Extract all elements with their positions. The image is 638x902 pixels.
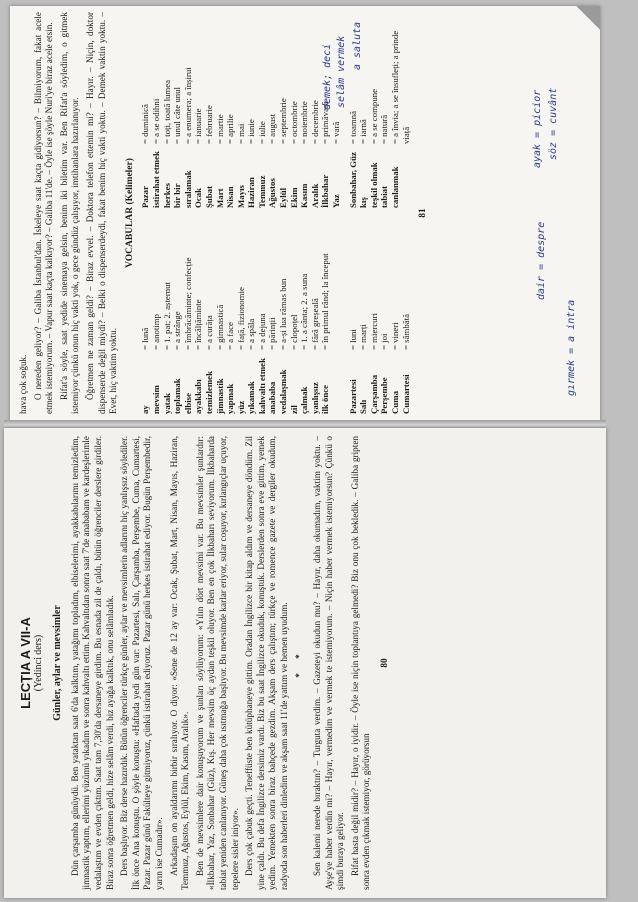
vocabulary-row xyxy=(278,12,289,208)
vocabulary-word: zil xyxy=(288,405,299,414)
vocabulary-meaning: = a-și lua rămas bun xyxy=(278,278,289,350)
vocabulary-word: Pazar xyxy=(140,186,151,208)
vocabulary-word: Cuma xyxy=(390,391,400,414)
vocabulary-word: yıkamak xyxy=(246,381,257,414)
page-number: 81 xyxy=(417,208,428,218)
vocabulary-word: çalmak xyxy=(299,386,310,414)
vocabulary-row xyxy=(193,12,204,208)
vocabulary-row xyxy=(289,218,300,414)
paragraph: Dün çarşamba günüydü. Ben yataktan saat 6'da kalktım, yatağımı topladım, elbiselerimi, ayakkabılarımı temizledim, jimnastik yaptım, ellerimi yüzümü yıkadım ve sonra kahvaltı ettim. Kahvaltıdan sonra saat 7'de anababam ve kardeşlerimle vedalaştım ve evden çıktım. Saat tam 7,30'da dersaneye girdim. Bu esnada zil de çaldı, bütün öğrenciler derslere girdiler. Biraz sonra öğretmen geldi, hize selâm verdi, biz ayağa kalktık, onu selâmladık. xyxy=(69,435,115,890)
vocabulary-row xyxy=(246,218,257,414)
dialogue-paragraph: Rifat hasta değil midir? – Hayır, o iyidir. – Öyle ise niçin toplantıya gelmedi? Biz onu çok bekledik. – Galiba gripten sonra evden çıkmak istemiyor, görüyorsun xyxy=(349,436,372,890)
vocabulary-word: İlkbahar xyxy=(320,174,331,208)
vocabulary-meaning: = a se odihni xyxy=(150,98,161,144)
vocabulary-word: istirahat etmek xyxy=(150,151,161,208)
vocabulary-row xyxy=(278,218,289,414)
vocabulary-word: herkes xyxy=(161,183,172,208)
vocabulary-column xyxy=(348,218,412,414)
vocabulary-row xyxy=(204,218,215,414)
vocabulary-meaning: = miercuri xyxy=(368,313,379,350)
vocabulary-row xyxy=(172,218,183,414)
vocabulary-word: vedalaşmak xyxy=(278,369,289,414)
vocabulary-word: Ekim xyxy=(288,187,299,208)
vocabulary-word: Aralık xyxy=(309,183,320,208)
vocabulary-meaning: = natură xyxy=(379,114,390,144)
vocabulary-word: mevsim xyxy=(150,385,161,414)
vocabulary-column xyxy=(140,12,341,208)
paragraph: Rifat'a söyle, saat yedide sinemaya gelsin, benim iki biletim var. Ben Rifat'a söyledim, o gitmek istemiyor çünkü onun hiç vakti yok, o gece gündüz çalışıyor, imtihanlara hazırlanıyor. xyxy=(58,12,81,414)
vocabulary-row xyxy=(257,218,268,414)
vocabulary-meaning: = vară xyxy=(331,121,342,144)
vocabulary-word: tabiat xyxy=(379,186,390,208)
vocabulary-word: yapmak xyxy=(225,383,236,414)
vocabulary-word: Ağustos xyxy=(267,178,278,208)
vocabulary-word: kahvaltı etmek xyxy=(256,358,267,414)
paragraph: Öğretmen ne zaman geldi? – Biraz evvel. – Doktora telefon ettemin mi? – Hayır. – Niçin, doktor dispenserde değil miydi? – Belki o dispenserdeydi, fakat benim hiç vakti yoktu. – Demek vaktin yoktu. – Evet, hiç vaktim yoktu. xyxy=(84,12,119,414)
vocabulary-meaning: = lună xyxy=(140,327,151,350)
vocabulary-row xyxy=(183,218,194,414)
vocabulary-word: yanlışsız xyxy=(309,382,320,414)
vocabulary-row xyxy=(299,12,310,208)
vocabulary-word: Mart xyxy=(214,188,225,208)
vocabulary-meaning: = îmbrăcăminte; confecție xyxy=(182,257,193,350)
vocabulary-word: Perşembe xyxy=(379,377,390,414)
vocabulary-meaning: = joi xyxy=(379,333,390,350)
lesson-subtitle: (Yedinci ders) xyxy=(32,634,44,692)
vocabulary-row xyxy=(140,218,151,414)
vocabulary-word: Çarşamba xyxy=(368,374,379,414)
vocabulary-word: kış xyxy=(358,197,369,208)
handwritten-note: ayak = picior xyxy=(532,89,543,168)
vocabulary-meaning: = februarie xyxy=(203,105,214,144)
vocabulary-meaning: = aprilie xyxy=(225,114,236,144)
vocabulary-word: yatak xyxy=(161,392,172,414)
section-divider: * * xyxy=(294,648,305,678)
vocabulary-word: Ocak xyxy=(193,187,204,208)
vocabulary-meaning: = a învia; a se însufleți; a prinde viață xyxy=(390,30,411,144)
vocabulary-row xyxy=(267,218,278,414)
paragraph: Ders başlıyor. Biz derse hazırdık. Bütün öğrenciler türkçe günler, aylar ve mevsimlerin adlarını hiç yanlışsız söylediler. İlk önce Ana konuştu. O şöyle konuştu: «Haftada yedi gün var: Pazartesi, Salı, Çarşamba, Perşembe, Cuma, Cumartesi, Pazar. Pazar günü Fakülteye gitmiyoruz, çünkü istirahat ediyoruz. Pazar günü herkes istirahat ediyor. Bugün Perşembedir, yarın ise Cumadır». xyxy=(119,436,164,890)
vocabulary-row xyxy=(289,12,300,208)
vocabulary-row xyxy=(225,12,236,208)
vocabulary-row xyxy=(236,218,247,414)
vocabulary-meaning: = mai xyxy=(235,123,246,144)
vocabulary-meaning: = august xyxy=(267,113,278,144)
vocabulary-row xyxy=(151,218,162,414)
vocabulary-meaning: = unul câte unul xyxy=(172,87,183,144)
vocabulary-row xyxy=(162,12,173,208)
vocabulary-meaning: = noiembrie xyxy=(299,101,310,144)
vocabulary-word: ay xyxy=(140,405,151,414)
vocabulary-row xyxy=(204,12,215,208)
vocabulary-row xyxy=(193,218,204,414)
vocabulary-row xyxy=(162,218,173,414)
vocabulary-meaning: = martie xyxy=(214,114,225,144)
vocabulary-word: Pazartesi xyxy=(347,379,358,414)
paragraph: Ders çok çabuk geçti. Teneffüste ben kütüphaneye gittim. Oradan İngilizce bir kitap aldım ve dersaneye döndüm. Zil yine çaldı. Bu defa İngilizce dersimiz vardı. Biz bu saat İngilizce okuduk, konuştuk. Derslerden sonra eve gittim, yemek yedim. Yemekten sonra biraz bahçede gezdim. Akşam ders çalıştım; türkçe ve romence gazete ve dergiler okudum, radyoda son haberleri dinledim ve akşam saat 11'de yattım ve hemen uyudum. xyxy=(244,436,289,890)
vocabulary-meaning: = fără greșeală xyxy=(309,298,320,350)
vocabulary-word: anababa xyxy=(267,381,278,414)
vocabulary-word: elbise xyxy=(182,392,193,414)
vocabulary-word: Temmuz xyxy=(256,175,267,208)
paragraph: Ben de mevsimlere dair konuşuyorum ve şunları söylüyorum: «Yılın dört mevsimi var. Bu mevsimler şunlardır: «İlkbahar, Yaz, Sonbahar (Güz), Kış. Her mevsim üç aydan teşkil oluyor. Ben en çok İlkbaharı seviyorum. İlkbaharda tabiat yeniden canlanıyor. Güneş daha çok ısıtmağa başlıyor. Bu mevsimde karlar eriyor, sular coşuyor, kırlangıçlar uçuyor, tepelere sisler iniyor». xyxy=(194,436,240,890)
vocabulary-row xyxy=(183,12,194,208)
dialogue-paragraph: Sen kalemi nerede bıraktın? – Turguta verdim. – Gazeteyi okudun mu? – Hayır, daha okumadım, vaktim yoktu. – Ayşe'ye haber verdin mi? – Hayır, vermedim ve vermek te istemiyorum. – Niçin haber vermek istemiyorsun? Çünkü o şimdi buraya geliyor. xyxy=(312,436,346,890)
vocabulary-row xyxy=(215,218,226,414)
vocabulary-word: Eylül xyxy=(278,187,289,208)
vocabulary-word: Yaz xyxy=(331,194,342,208)
vocabulary-meaning: = gimnastică xyxy=(214,304,225,350)
vocabulary-meaning: = 1. a cânta; 2. a suna xyxy=(299,273,310,350)
vocabulary-meaning: = ianuarie xyxy=(193,108,204,144)
vocabulary-word: Mayıs xyxy=(235,185,246,208)
vocabulary-word: bir bir xyxy=(172,183,183,208)
vocabulary-meaning: = duminică xyxy=(140,104,151,144)
vocabulary-meaning: = iulie xyxy=(256,121,267,144)
vocabulary-row xyxy=(401,218,412,414)
vocabulary-meaning: = părinții xyxy=(267,317,278,350)
vocabulary-meaning: = încălțăminte xyxy=(193,299,204,350)
vocabulary-row xyxy=(140,12,151,208)
vocabulary-row xyxy=(310,12,321,208)
vocabulary-row xyxy=(379,218,390,414)
vocabulary-word: Cumartesi xyxy=(400,374,411,414)
vocabulary-meaning: = anotimp xyxy=(150,314,161,350)
handwritten-note: gırmek = a intra xyxy=(566,299,577,396)
paragraph: O nereden geliyor? – Galiba İstanbul'dan. İskeleye saat kaçta gidiyorsun? – Bilmiyorum, fakat acele etmek istemiyorum. – Vapur saat kaçta kalkıyor? – Galiba 11'de. – Öyle ise şöyle Nuri'ye biraz acele etsin. xyxy=(32,12,55,414)
vocabulary-meaning: = a curăța xyxy=(203,315,214,350)
vocabulary-row xyxy=(299,218,310,414)
paragraph: hava çok soğuk. xyxy=(18,354,28,414)
vocabulary-title: VOCABULAR (Kelimeler) xyxy=(124,158,135,268)
handwritten-note: a saluta xyxy=(352,21,363,70)
vocabulary-word: temizlemek xyxy=(203,371,214,414)
vocabulary-meaning: = a dejuna xyxy=(256,313,267,350)
vocabulary-word: Şubat xyxy=(203,185,214,208)
vocabulary-word: sıralamak xyxy=(182,170,193,208)
vocabulary-word: Sonbahar, Güz xyxy=(347,152,358,208)
vocabulary-row xyxy=(369,218,380,414)
page-number: 80 xyxy=(379,658,390,668)
vocabulary-row xyxy=(379,12,390,208)
vocabulary-meaning: = septembrie xyxy=(278,98,289,144)
vocabulary-row xyxy=(246,12,257,208)
vocabulary-meaning: = octombrie xyxy=(288,101,299,144)
vocabulary-column xyxy=(140,218,341,414)
vocabulary-row xyxy=(369,12,380,208)
vocabulary-word: yüz xyxy=(235,400,246,414)
handwritten-note: dair = despre xyxy=(536,221,547,300)
vocabulary-meaning: = sâmbătă xyxy=(400,314,411,350)
vocabulary-word: Salı xyxy=(358,399,369,414)
vocabulary-row xyxy=(151,12,162,208)
vocabulary-row xyxy=(320,12,331,208)
vocabulary-row xyxy=(320,218,331,414)
vocabulary-row xyxy=(267,12,278,208)
vocabulary-row xyxy=(348,218,359,414)
vocabulary-row xyxy=(257,12,268,208)
vocabulary-meaning: = iarnă xyxy=(358,119,369,144)
handwritten-note: söz = cuvânt xyxy=(548,87,559,160)
left-page-content xyxy=(12,436,600,890)
vocabulary-word: toplamak xyxy=(172,378,183,414)
vocabulary-meaning: = decembrie xyxy=(309,100,320,144)
vocabulary-row xyxy=(390,12,411,208)
vocabulary-word: canlanmak xyxy=(390,166,400,208)
vocabulary-word: Nisan xyxy=(225,186,236,208)
vocabulary-meaning: = a enumera; a înșirui xyxy=(182,67,193,144)
vocabulary-word: jimnastik xyxy=(214,378,225,414)
vocabulary-row xyxy=(310,218,321,414)
vocabulary-word: Haziran xyxy=(246,177,257,208)
vocabulary-table xyxy=(140,12,341,414)
vocabulary-row xyxy=(225,218,236,414)
vocabulary-meaning: = toți, toată lumea xyxy=(161,79,172,144)
vocabulary-meaning: = marți xyxy=(358,324,369,350)
vocabulary-meaning: = iunie xyxy=(246,119,257,144)
vocabulary-meaning: = a face xyxy=(225,322,236,350)
vocabulary-meaning: = a spăla xyxy=(246,318,257,350)
vocabulary-row xyxy=(172,12,183,208)
lesson-heading: Günler, aylar ve mevsimler xyxy=(52,605,64,721)
vocabulary-word: teşkil olmak xyxy=(368,162,379,208)
vocabulary-row xyxy=(358,218,369,414)
vocabulary-word: ilk önce xyxy=(320,384,331,414)
vocabulary-meaning: = 1. pat; 2. așternut xyxy=(161,282,172,350)
vocabulary-row xyxy=(215,12,226,208)
vocabulary-meaning: = toamnă xyxy=(347,110,358,144)
vocabulary-meaning: = luni xyxy=(347,329,358,350)
right-page-content xyxy=(18,12,596,414)
vocabulary-meaning: = față, fizionomie xyxy=(235,287,246,350)
vocabulary-row xyxy=(390,218,401,414)
paragraph: Arkadaşım on ayaldarımı birbir sıralıyor. O diyor: «Sene de 12 ay var: Ocak, Şubat, Mart, Nisan, Mayıs, Haziran, Temmuz, Ağustos, Eylül, Ekim, Kasım, Aralık». xyxy=(168,436,191,890)
handwritten-note: selâm vermek xyxy=(336,35,347,108)
handwritten-note: demek; deci xyxy=(322,43,333,110)
vocabulary-word: Kasım xyxy=(299,183,310,208)
vocabulary-meaning: = primăvară xyxy=(320,101,331,144)
vocabulary-meaning: = a strânge xyxy=(172,311,183,350)
vocabulary-word: ayakkabı xyxy=(193,379,204,414)
vocabulary-meaning: = în primul rând; la început xyxy=(320,253,331,350)
vocabulary-meaning: = clopoțel xyxy=(288,314,299,350)
lesson-title: LECȚIA A VII-A xyxy=(18,617,33,709)
vocabulary-row xyxy=(236,12,247,208)
vocabulary-meaning: = a se compune xyxy=(368,88,379,144)
vocabulary-table-days xyxy=(348,12,412,414)
vocabulary-meaning: = vineri xyxy=(390,322,400,350)
